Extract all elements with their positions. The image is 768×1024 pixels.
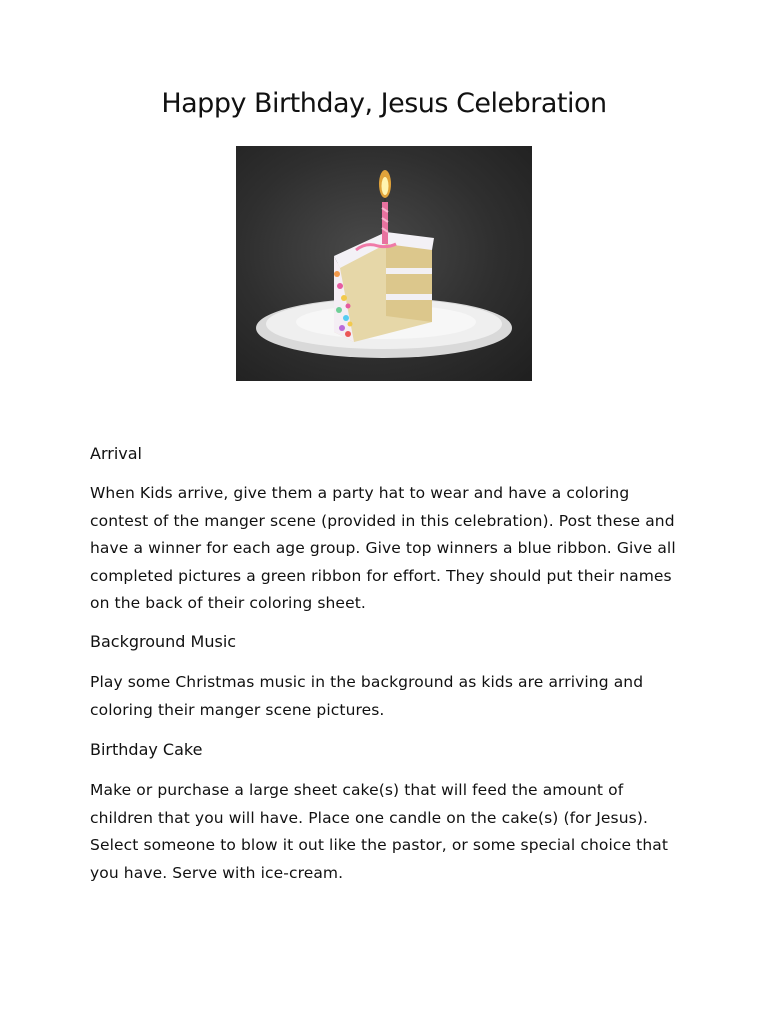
section-text-birthday-cake: Make or purchase a large sheet cake(s) that will feed the amount of children that you will have. Place one candle on the cake(s) (for Jesus). Select someone to blow it out like the pastor, or some special choice that you have. Serve with ice-cream. bbox=[90, 781, 669, 882]
cake-photo bbox=[236, 146, 532, 381]
page-title: Happy Birthday, Jesus Celebration bbox=[161, 88, 607, 119]
section-text-arrival: When Kids arrive, give them a party hat to wear and have a coloring contest of the manger scene (provided in this celebration). Post these and have a winner for each age group. Give top winners a blue ribbon. Give all completed pictures a green ribbon for effort. They should put their names on the back of their coloring sheet. bbox=[90, 484, 676, 612]
section-heading-background-music: Background Music bbox=[90, 632, 237, 651]
section-heading-birthday-cake: Birthday Cake bbox=[90, 740, 203, 759]
cake-slice-icon bbox=[236, 146, 532, 381]
section-heading-arrival: Arrival bbox=[90, 444, 142, 463]
section-text-background-music: Play some Christmas music in the background as kids are arriving and coloring their manger scene pictures. bbox=[90, 673, 644, 719]
